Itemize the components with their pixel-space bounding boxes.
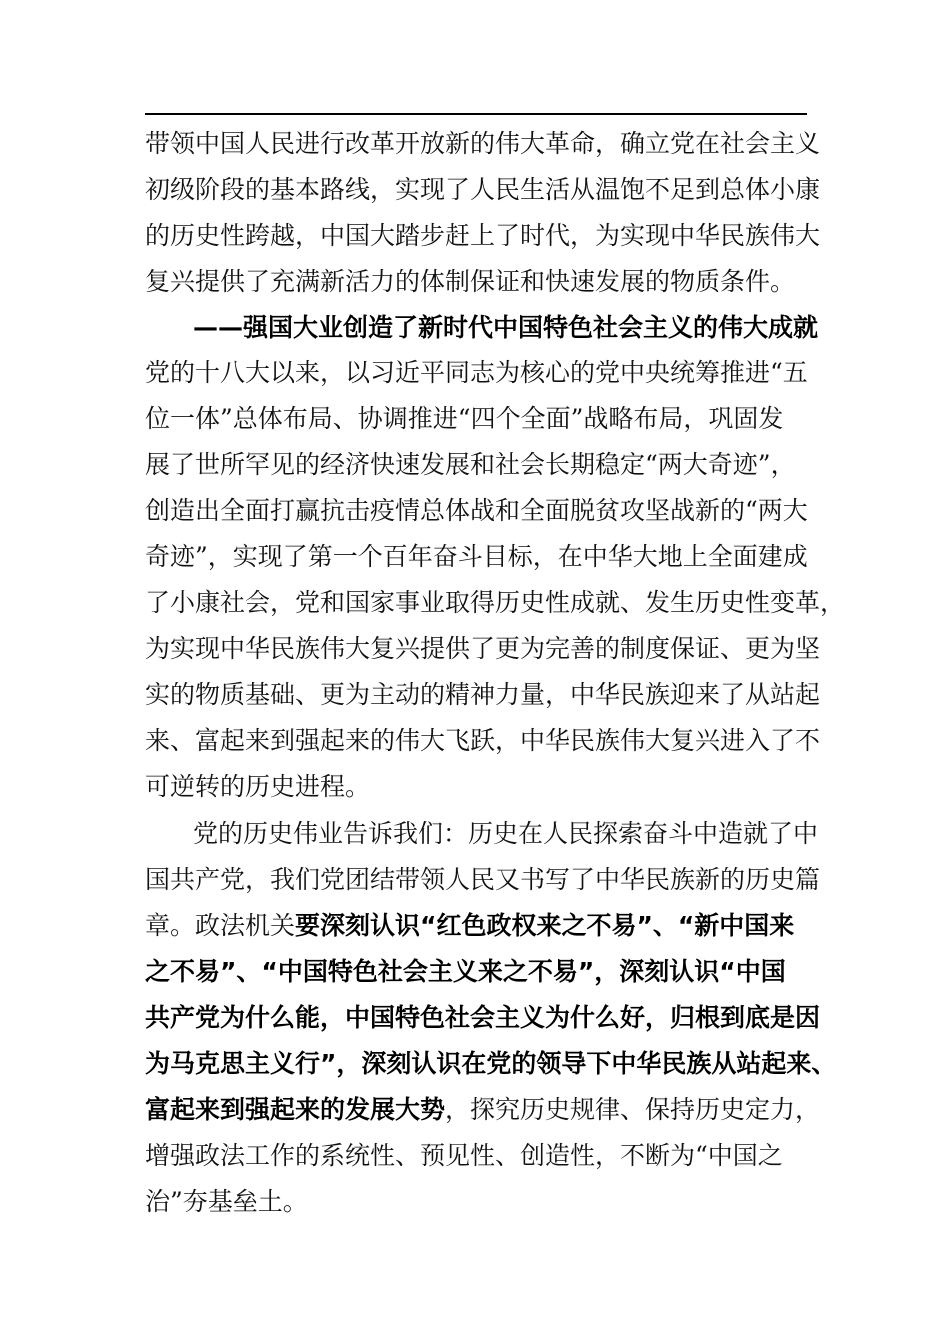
header-rule [145,113,807,115]
paragraph-3-line-1: 党的历史伟业告诉我们：历史在人民探索奋斗中造就了中 [193,819,819,848]
paragraph-1-line-4: 复兴提供了充满新活力的体制保证和快速发展的物质条件。 [145,267,796,296]
paragraph-3-line-7-normal: ，探究历史规律、保持历史定力， [445,1095,821,1124]
paragraph-2-line-8: 实的物质基础、更为主动的精神力量，中华民族迎来了从站起 [145,680,821,709]
paragraph-2-line-3: 展了世所罕见的经济快速发展和社会长期稳定“两大奇迹”， [145,450,796,479]
paragraph-3-line-6: 为马克思主义行”，深刻认识在党的领导下中华民族从站起来、 [145,1049,837,1078]
paragraph-3-line-5: 共产党为什么能，中国特色社会主义为什么好，归根到底是因 [145,1003,821,1032]
paragraph-2-line-2: 位一体”总体布局、协调推进“四个全面”战略布局，巩固发 [145,404,784,433]
paragraph-3-line-3-bold: 要深刻认识“红色政权来之不易”、“新中国来 [295,911,795,940]
paragraph-3-line-7-bold: 富起来到强起来的发展大势 [145,1095,446,1124]
paragraph-3-line-4: 之不易”、“中国特色社会主义来之不易”，深刻认识“中国 [145,957,786,986]
paragraph-2-line-7: 为实现中华民族伟大复兴提供了更为完善的制度保证、更为坚 [145,634,821,663]
paragraph-3-line-3-normal: 章。政法机关 [145,911,296,940]
paragraph-3-line-8: 增强政法工作的系统性、预见性、创造性，不断为“中国之 [145,1141,783,1170]
paragraph-2-line-1: 党的十八大以来，以习近平同志为核心的党中央统筹推进“五 [145,358,808,387]
paragraph-3-line-3 [145,903,815,949]
paragraph-3-line-2: 国共产党，我们党团结带领人民又书写了中华民族新的历史篇 [145,865,821,894]
paragraph-1-line-1: 带领中国人民进行改革开放新的伟大革命，确立党在社会主义 [145,129,821,158]
paragraph-3-line-9: 治”夯基垒土。 [145,1187,308,1216]
paragraph-2-line-9: 来、富起来到强起来的伟大飞跃，中华民族伟大复兴进入了不 [145,726,821,755]
paragraph-2-line-5: 奇迹”，实现了第一个百年奋斗目标，在中华大地上全面建成 [145,542,808,571]
paragraph-1-line-2: 初级阶段的基本路线，实现了人民生活从温饱不足到总体小康 [145,175,821,204]
paragraph-3-line-7 [145,1087,821,1133]
paragraph-2-line-6: 了小康社会，党和国家事业取得历史性成就、发生历史性变革， [145,588,846,617]
paragraph-2-line-4: 创造出全面打赢抗击疫情总体战和全面脱贫攻坚战新的“两大 [145,496,808,525]
paragraph-2-line-10: 可逆转的历史进程。 [145,772,371,801]
section-heading: ——强国大业创造了新时代中国特色社会主义的伟大成就 [193,313,819,342]
paragraph-1-line-3: 的历史性跨越，中国大踏步赶上了时代，为实现中华民族伟大 [145,221,821,250]
